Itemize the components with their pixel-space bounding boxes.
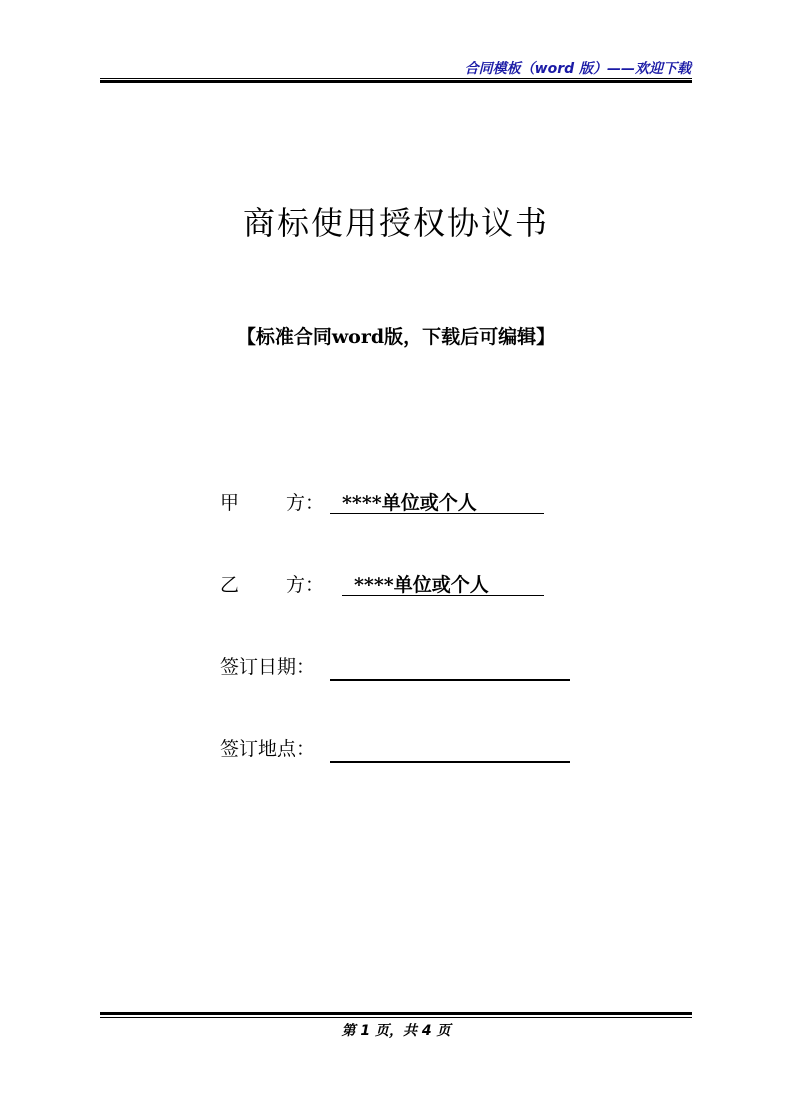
- header-caption: 合同模板（word 版）——欢迎下载: [464, 61, 691, 77]
- footer-rule-thin: [100, 1017, 692, 1018]
- document-title: 商标使用授权协议书: [242, 204, 549, 242]
- footer-rule-thick: [100, 1012, 692, 1015]
- sign-date-blank[interactable]: [330, 652, 570, 681]
- page-number: 第 1 页，共 4 页: [341, 1023, 451, 1039]
- sign-date-field: [220, 652, 572, 680]
- party-a-label-char: 甲: [220, 492, 240, 514]
- party-a-value[interactable]: ****单位或个人: [330, 488, 544, 514]
- document-subtitle: 【标准合同word版，下载后可编辑】: [236, 326, 556, 348]
- header-rule-thin: [100, 78, 692, 79]
- sign-place-label: 签订地点：: [220, 738, 316, 760]
- sign-place-field: [220, 734, 572, 762]
- party-a-field: [220, 488, 550, 516]
- party-a-label-suffix: 方：: [286, 492, 325, 514]
- party-b-label-char: 乙: [220, 574, 240, 596]
- header-rule-thick: [100, 80, 692, 83]
- sign-place-blank[interactable]: [330, 734, 570, 763]
- sign-date-label: 签订日期：: [220, 656, 316, 678]
- party-b-label-suffix: 方：: [286, 574, 325, 596]
- party-b-field: [220, 570, 550, 598]
- party-b-value[interactable]: ****单位或个人: [342, 570, 544, 596]
